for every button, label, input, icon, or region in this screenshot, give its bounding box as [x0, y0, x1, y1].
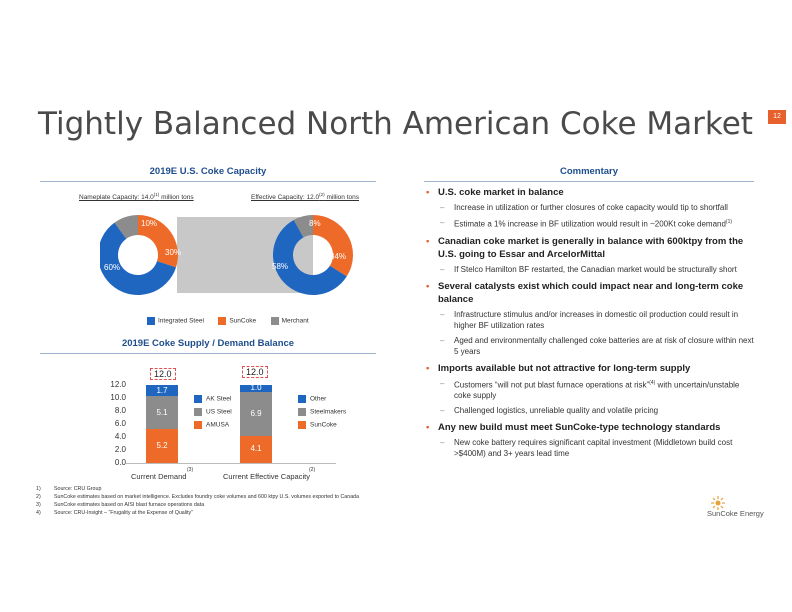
bullet-3-sub-1: – Infrastructure stimulus and/or increases in domestic oil production could result in higher BF utilization rates	[424, 309, 754, 331]
x-label-demand: Current Demand	[131, 472, 187, 481]
commentary-header-line	[424, 181, 754, 182]
bullet-3-sub-2: – Aged and environmentally challenged coke batteries are at risk of closure within next 5 years	[424, 335, 754, 357]
bullet-4-sub-1: – Customers “will not put blast furnace operations at risk”$^{(4)}$ with uncertain/unstable coke supply	[424, 378, 754, 402]
demand-total: 12.0	[150, 368, 176, 380]
nameplate-label: Nameplate Capacity: 14.0$^{(1)}$ million tons	[79, 192, 194, 202]
bar-segment-us-steel: 5.1	[146, 396, 178, 429]
commentary-header: Commentary	[559, 166, 619, 177]
pie-left-integrated-label: 60%	[104, 263, 121, 272]
page-number: 12	[768, 110, 786, 124]
bar-segment-suncoke: 4.1	[240, 436, 272, 463]
footnote-2: 2) SunCoke estimates based on market intelligence. Excludes foundry coke volumes and 600 ktpy U.S. volumes exported to Canada	[36, 494, 360, 500]
footnote-4: 4) Source: CRU-Insight – “Frugality at the Expense of Quality”	[36, 510, 193, 516]
bullet-1-sub-1: – Increase in utilization or further closures of coke capacity would tip to shortfall	[424, 202, 754, 213]
bar-segment-other: 1.0	[240, 385, 272, 392]
y-tick: 0.0	[114, 458, 126, 467]
legend-integrated: Integrated Steel	[147, 317, 204, 325]
y-tick: 4.0	[114, 432, 126, 441]
bar-segment-steelmakers: 6.9	[240, 392, 272, 437]
y-tick: 6.0	[114, 419, 126, 428]
bullet-2-sub-1: – If Stelco Hamilton BF restarted, the Canadian market would be structurally short	[424, 264, 754, 275]
legend-steelmakers: Steelmakers	[298, 408, 346, 421]
legend-suncoke-bar: SunCoke	[298, 421, 346, 434]
x-label-demand-sup: (3)	[187, 467, 194, 473]
bullet-3: • Several catalysts exist which could impact near and long-term coke balance	[424, 280, 754, 306]
bar-legend-right	[298, 395, 346, 434]
effective-label: Effective Capacity: 12.0$^{(2)}$ million tons	[251, 192, 359, 202]
pie-left-merchant-label: 10%	[141, 219, 158, 228]
bullet-4-sub-2: – Challenged logistics, unreliable quality and volatile pricing	[424, 405, 754, 416]
bar-legend-left	[194, 395, 232, 434]
legend-other: Other	[298, 395, 346, 408]
pie-left-suncoke-label: 30%	[165, 248, 182, 257]
y-tick: 10.0	[110, 393, 126, 402]
pie-right-suncoke-label: 34%	[330, 252, 347, 261]
footnote-1: 1) Source: CRU Group	[36, 486, 102, 492]
legend-ak-steel: AK Steel	[194, 395, 232, 408]
legend-us-steel: US Steel	[194, 408, 232, 421]
bullet-1-sub-2: – Estimate a 1% increase in BF utilization would result in ~200Kt coke demand$^{(1)}$	[424, 217, 754, 230]
y-tick: 8.0	[114, 406, 126, 415]
bullet-5-sub-1: – New coke battery requires significant capital investment (Middletown build cost >$400M) and 3+ years lead time	[424, 437, 754, 459]
footnote-3: 3) SunCoke estimates based on AISI blast furnace operations data	[36, 502, 205, 508]
x-label-capacity: Current Effective Capacity	[223, 472, 310, 481]
bar-segment-amusa: 5.2	[146, 429, 178, 463]
commentary-body	[424, 186, 754, 459]
bullet-2: • Canadian coke market is generally in balance with 600ktpy from the U.S. going to Essar and ArcelorMittal	[424, 235, 754, 261]
bullet-5: • Any new build must meet SunCoke-type technology standards	[424, 421, 754, 434]
bullet-4: • Imports available but not attractive for long-term supply	[424, 362, 754, 375]
capacity-total: 12.0	[242, 366, 268, 378]
y-tick: 12.0	[110, 380, 126, 389]
bar-segment-ak-steel: 1.7	[146, 385, 178, 396]
pie-right-merchant-label: 8%	[309, 219, 321, 228]
logo-text: SunCoke Energy	[707, 509, 764, 518]
sun-icon	[711, 496, 725, 510]
bullet-1: • U.S. coke market in balance	[424, 186, 754, 199]
pie-right-integrated-label: 58%	[272, 262, 289, 271]
supply-header: 2019E Coke Supply / Demand Balance	[121, 338, 295, 349]
capacity-header: 2019E U.S. Coke Capacity	[149, 166, 267, 177]
legend-suncoke: SunCoke	[218, 317, 256, 325]
y-tick: 2.0	[114, 445, 126, 454]
legend-amusa: AMUSA	[194, 421, 232, 434]
x-label-capacity-sup: (2)	[309, 467, 316, 473]
legend-merchant: Merchant	[271, 317, 309, 325]
page-title: Tightly Balanced North American Coke Market	[38, 106, 753, 142]
suncoke-logo	[707, 496, 787, 522]
